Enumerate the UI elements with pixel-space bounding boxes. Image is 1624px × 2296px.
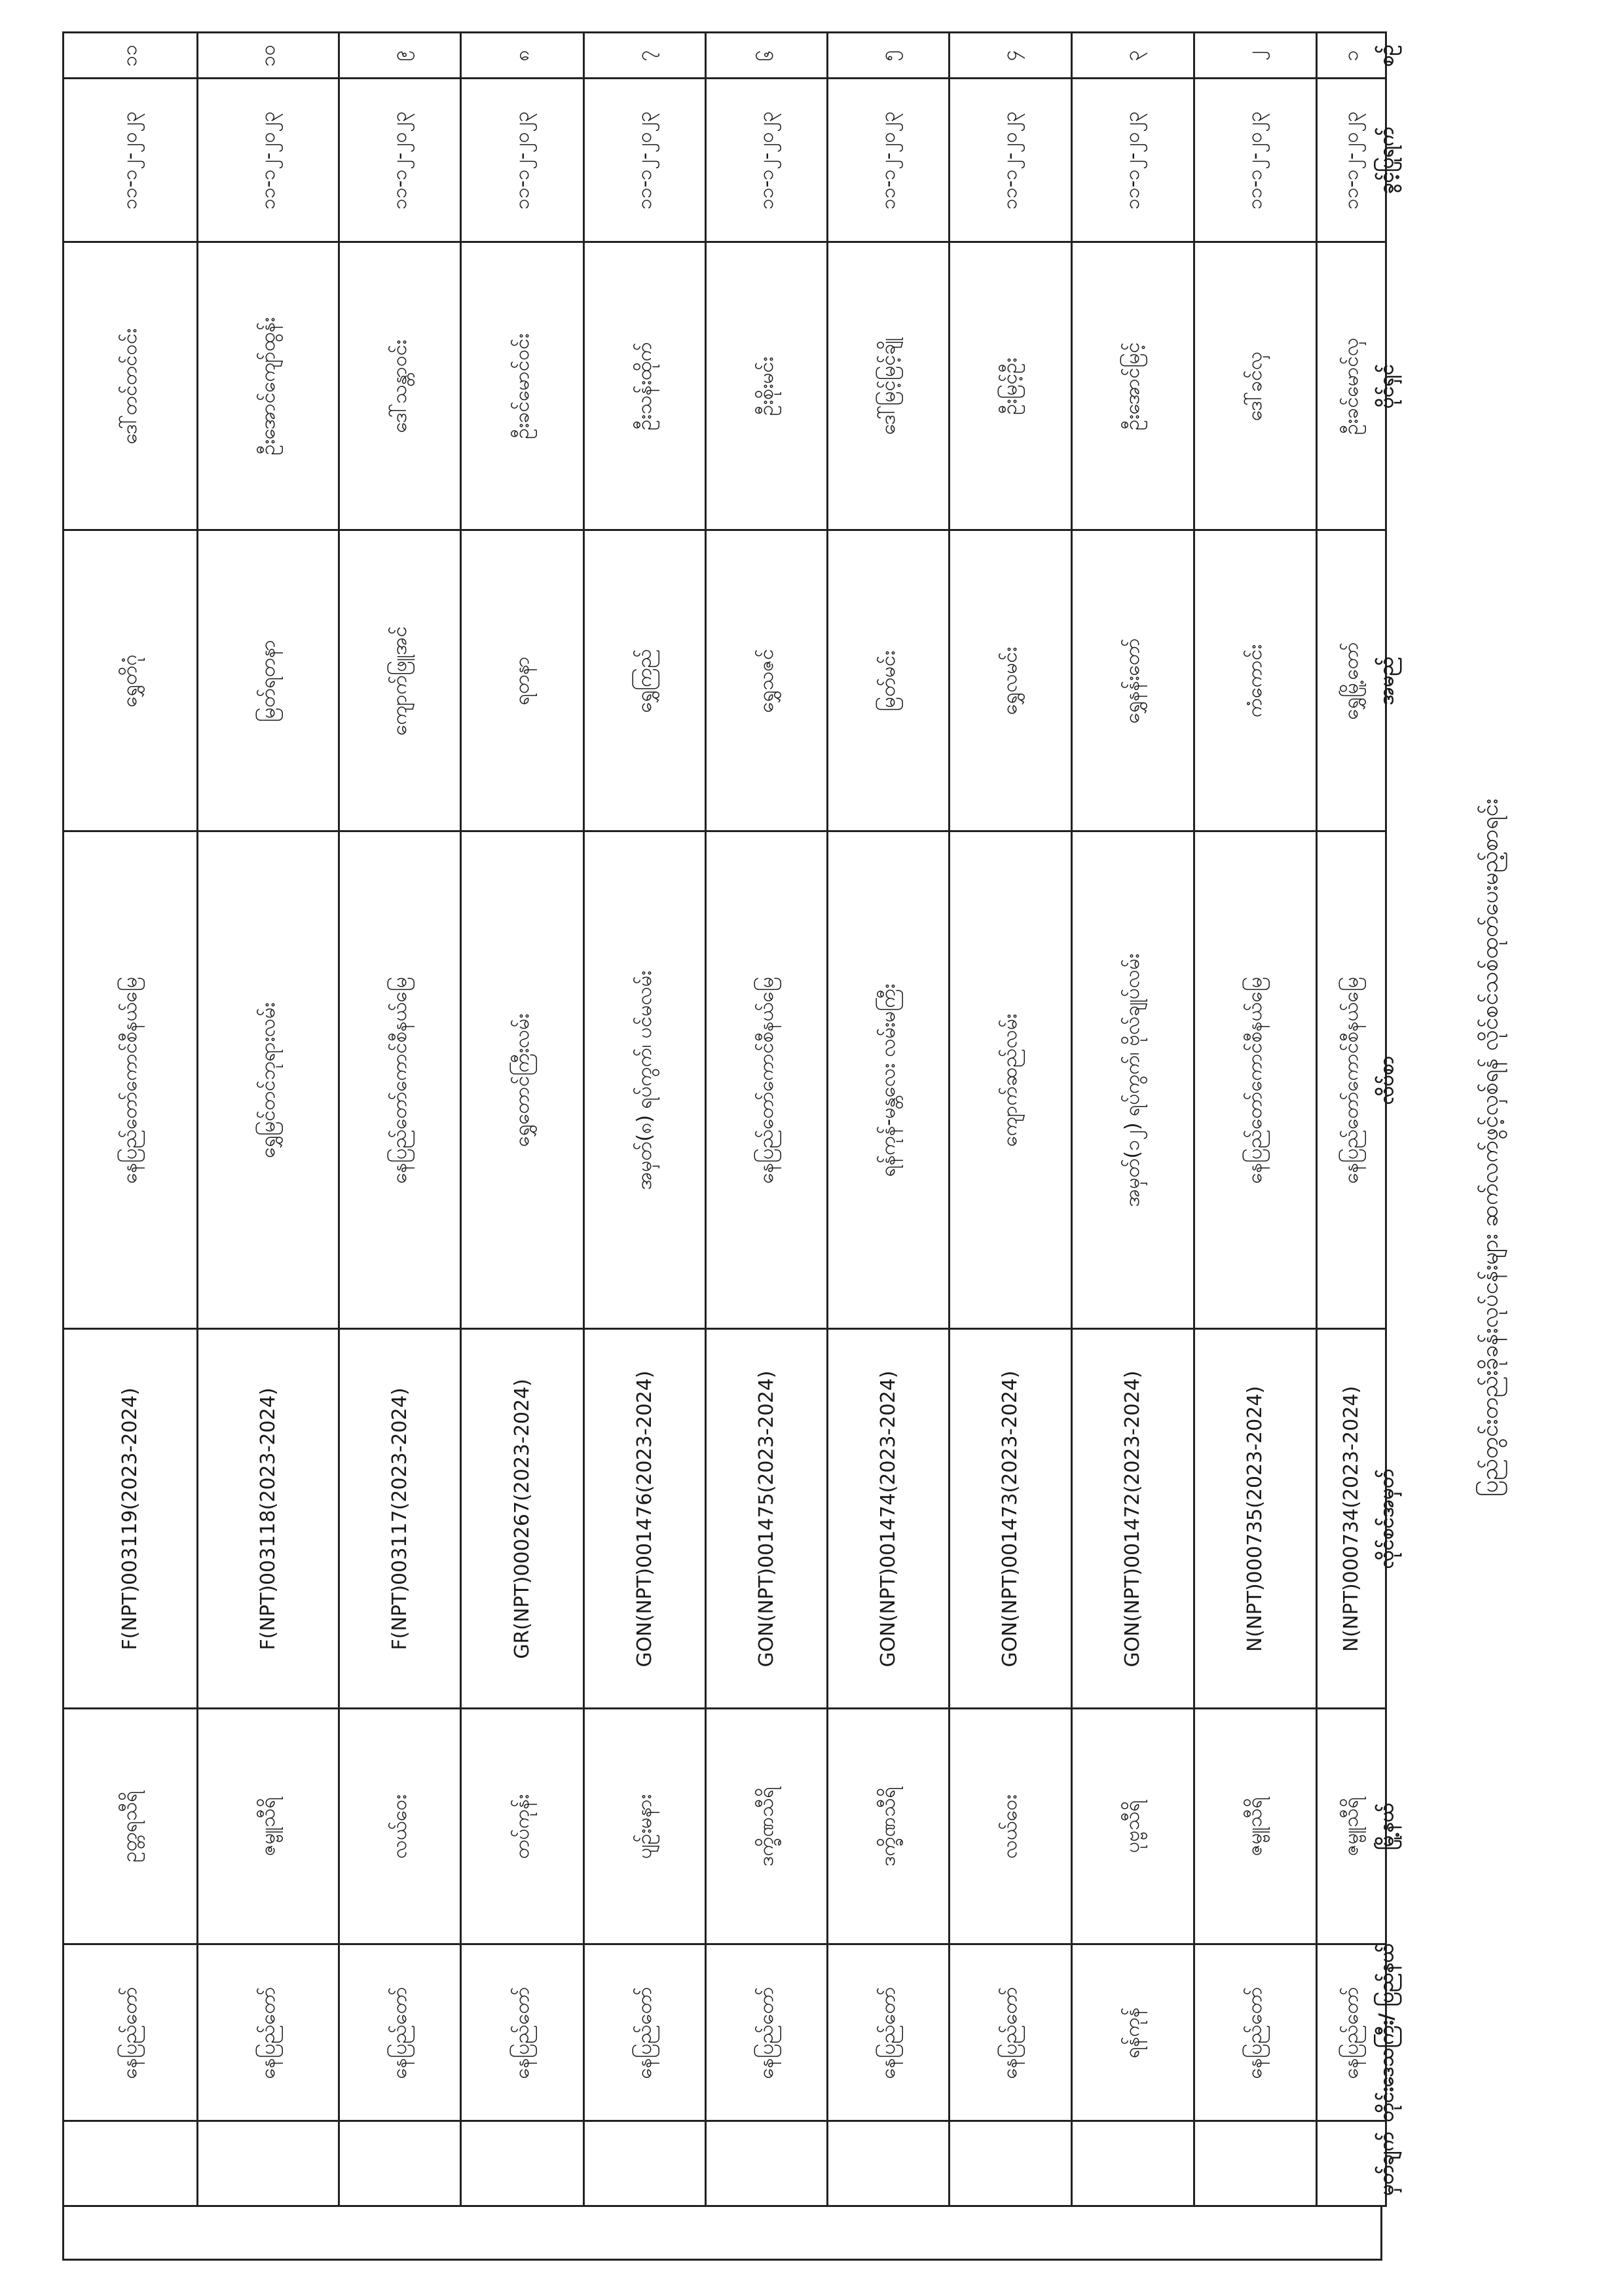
- cell-name-1: ရွှေမြို့တော်: [1317, 530, 1386, 831]
- cell-license-3: GON(NPT)001472(2023-2024): [1072, 1329, 1194, 1709]
- cell-owner-3: ဦးအောင်မြင့်: [1072, 242, 1194, 530]
- cell-region-9: နေပြည်တော်: [339, 1944, 461, 2121]
- row-name: ရွှေတိဂုံ မြတ်ရတနာ ကျောက်ဖြူအင် ရတနာ ရွှေကြည် ရွှေသဇင် မြတ်မင်း ရွှေလမင်း ရွှေနန်းတော် ကံကောင်း ရွှေမြို့တော် အမည်: [64, 530, 1386, 831]
- cell-township-10: ဇမ္ဗူသီရိ: [198, 1709, 339, 1944]
- cell-township-7: ပျဉ်းမနား: [584, 1709, 706, 1944]
- cell-township-8: တပ်ကုန်း: [461, 1709, 584, 1944]
- cell-address-1: နေပြည်တော်ကောင်စီနယ်မြေ: [1317, 831, 1386, 1329]
- cell-township-4: လယ်ဝေး: [950, 1709, 1072, 1944]
- cell-license-11: F(NPT)003119(2023-2024): [64, 1329, 198, 1709]
- cell-name-6: ရွှေသဇင်: [706, 530, 828, 831]
- cell-address-5: ရန်ကုန်-မန္တလေး လမ်းမကြီး: [828, 831, 950, 1329]
- cell-address-8: ရွှေတောင်ကြီးလမ်း: [461, 831, 584, 1329]
- cell-region-3: ရန်ကုန်: [1072, 1944, 1194, 2121]
- cell-owner-10: ဦးအောင်ကျော်ထွန်း: [198, 242, 339, 530]
- cell-license-2: N(NPT)000735(2023-2024): [1194, 1329, 1317, 1709]
- cell-name-8: ရတနာ: [461, 530, 584, 831]
- cell-date-5: ၁၁-၁၂-၂၀၂၃: [828, 79, 950, 242]
- row-no: ၁၁ ၁၀ ၉ ၈ ၇ ၆ ၅ ၄ ၃ ၂ ၁ စဉ်: [64, 33, 1386, 79]
- cell-address-10: ရွှေမြင်တင်ဘုရားလမ်း: [198, 831, 339, 1329]
- cell-no-6: ၆: [706, 33, 828, 79]
- cell-no-7: ၇: [584, 33, 706, 79]
- license-table: [62, 31, 1398, 2207]
- cell-license-6: GON(NPT)001475(2023-2024): [706, 1329, 828, 1709]
- cell-remark-11: [64, 2121, 198, 2206]
- cell-address-3: အမှတ်(၁၂) ရပ်ကွက်၊ ဗိုလ်ချုပ်လမ်း: [1072, 831, 1194, 1329]
- cell-name-7: ရွှေကြည်: [584, 530, 706, 831]
- cell-address-7: အမှတ်(၈) ရပ်ကွက်၊ ပင်မလမ်း: [584, 831, 706, 1329]
- cell-owner-2: ဒေါ်ခင်လှ: [1194, 242, 1317, 530]
- cell-no-4: ၄: [950, 33, 1072, 79]
- cell-date-2: ၁၁-၁၂-၂၀၂၃: [1194, 79, 1317, 242]
- cell-name-2: ကံကောင်း: [1194, 530, 1317, 831]
- cell-township-9: လယ်ဝေး: [339, 1709, 461, 1944]
- cell-owner-4: ဦးမြင့်ဦး: [950, 242, 1072, 530]
- table-footer-blank: [62, 2206, 1382, 2261]
- cell-township-5: ဒက္ခိဏသီရိ: [828, 1709, 950, 1944]
- cell-remark-6: [706, 2121, 828, 2206]
- cell-region-1: နေပြည်တော်: [1317, 1944, 1386, 2121]
- cell-owner-1: ဦးခင်မောင်လှ: [1317, 242, 1386, 530]
- cell-remark-8: [461, 2121, 584, 2206]
- cell-region-11: နေပြည်တော်: [64, 1944, 198, 2121]
- cell-township-11: ဥတ္တရသီရိ: [64, 1709, 198, 1944]
- cell-remark-2: [1194, 2121, 1317, 2206]
- page-title: [1452, 0, 1531, 2296]
- cell-license-7: GON(NPT)001476(2023-2024): [584, 1329, 706, 1709]
- cell-region-6: နေပြည်တော်: [706, 1944, 828, 2121]
- row-remark: မှတ်ချက်: [64, 2121, 1386, 2206]
- cell-township-1: ဇမ္ဗူသီရိ: [1317, 1709, 1386, 1944]
- cell-name-11: ရွှေတိဂုံ: [64, 530, 198, 831]
- cell-no-10: ၁၀: [198, 33, 339, 79]
- cell-remark-5: [828, 2121, 950, 2206]
- cell-date-6: ၁၁-၁၂-၂၀၂၃: [706, 79, 828, 242]
- cell-remark-10: [198, 2121, 339, 2206]
- row-license: F(NPT)003119(2023-2024) F(NPT)003118(2023-2024) F(NPT)003117(2023-2024) GR(NPT)000267(2023-2024) GON(NPT)001476(2023-2024) GON(NPT)001475(2023-2024) GON(NPT)001474(2023-2024) GON(NPT)001473(2023-2024) GON(NPT)001472(2023-2024) N(NPT)000735(2023-2024) N(NPT)000734(2023-2024) လိုင်စင်အမှတ်: [64, 1329, 1386, 1709]
- cell-no-8: ၈: [461, 33, 584, 79]
- cell-remark-3: [1072, 2121, 1194, 2206]
- cell-region-8: နေပြည်တော်: [461, 1944, 584, 2121]
- cell-name-4: ရွှေလမင်း: [950, 530, 1072, 831]
- cell-name-9: ကျောက်ဖြူအင်: [339, 530, 461, 831]
- cell-township-3: ပုဗ္ဗသီရိ: [1072, 1709, 1194, 1944]
- cell-region-7: နေပြည်တော်: [584, 1944, 706, 2121]
- cell-date-7: ၁၁-၁၂-၂၀၂၃: [584, 79, 706, 242]
- cell-owner-5: ဒေါ်မြင့်မြင့်ချို: [828, 242, 950, 530]
- cell-name-10: မြတ်ရတနာ: [198, 530, 339, 831]
- cell-name-5: မြတ်မင်း: [828, 530, 950, 831]
- cell-address-4: ကျောက်ဆည်လမ်း: [950, 831, 1072, 1329]
- cell-owner-9: ဒေါ်သန္တာဝင်း: [339, 242, 461, 530]
- cell-owner-6: ဦးစိုးမင်း: [706, 242, 828, 530]
- cell-region-5: နေပြည်တော်: [828, 1944, 950, 2121]
- row-date: ၁၁-၁၂-၂၀၂၃ ၁၁-၁၂-၂၀၂၃ ၁၁-၁၂-၂၀၂၃ ၁၁-၁၂-၂၀၂၃ ၁၁-၁၂-၂၀၂၃ ၁၁-၁၂-၂၀၂၃ ၁၁-၁၂-၂၀၂၃ ၁၁-၁၂-၂၀၂၃ ၁၁-၁၂-၂၀၂၃ ၁၁-၁၂-၂၀၂၃ ၁၁-၁၂-၂၀၂၃ ခွင့်ပြုရက်: [64, 79, 1386, 242]
- cell-license-4: GON(NPT)001473(2023-2024): [950, 1329, 1072, 1709]
- cell-license-1: N(NPT)000734(2023-2024): [1317, 1329, 1386, 1709]
- cell-region-2: နေပြည်တော်: [1194, 1944, 1317, 2121]
- cell-township-2: ဇမ္ဗူသီရိ: [1194, 1709, 1317, 1944]
- cell-owner-8: ဦးခင်မောင်ဝင်း: [461, 242, 584, 530]
- cell-no-3: ၃: [1072, 33, 1194, 79]
- cell-address-11: နေပြည်တော်ကောင်စီနယ်မြေ: [64, 831, 198, 1329]
- cell-license-10: F(NPT)003118(2023-2024): [198, 1329, 339, 1709]
- cell-no-5: ၅: [828, 33, 950, 79]
- cell-owner-7: ဦးသန်းထိုက်: [584, 242, 706, 530]
- cell-remark-9: [339, 2121, 461, 2206]
- cell-remark-4: [950, 2121, 1072, 2206]
- cell-region-4: နေပြည်တော်: [950, 1944, 1072, 2121]
- cell-no-1: ၁: [1317, 33, 1386, 79]
- cell-license-9: F(NPT)003117(2023-2024): [339, 1329, 461, 1709]
- row-township: ဥတ္တရသီရိ ဇမ္ဗူသီရိ လယ်ဝေး တပ်ကုန်း ပျဉ်းမနား ဒက္ခိဏသီရိ ဒက္ခိဏသီရိ လယ်ဝေး ပုဗ္ဗသီရိ ဇမ္ဗူသီရိ ဇမ္ဗူသီရိ မြို့နယ်: [64, 1709, 1386, 1944]
- cell-no-2: ၂: [1194, 33, 1317, 79]
- cell-address-6: နေပြည်တော်ကောင်စီနယ်မြေ: [706, 831, 828, 1329]
- cell-address-2: နေပြည်တော်ကောင်စီနယ်မြေ: [1194, 831, 1317, 1329]
- cell-date-4: ၁၁-၁၂-၂၀၂၃: [950, 79, 1072, 242]
- cell-date-9: ၁၁-၁၂-၂၀၂၃: [339, 79, 461, 242]
- cell-date-10: ၁၁-၁၂-၂၀၂၃: [198, 79, 339, 242]
- cell-owner-11: ဒေါ်တင်တင်ဝင်း: [64, 242, 198, 530]
- cell-date-8: ၁၁-၁၂-၂၀၂၃: [461, 79, 584, 242]
- cell-date-1: ၁၁-၁၂-၂၀၂၃: [1317, 79, 1386, 242]
- cell-date-3: ၁၁-၁၂-၂၀၂၃: [1072, 79, 1194, 242]
- cell-license-5: GON(NPT)001474(2023-2024): [828, 1329, 950, 1709]
- row-owner: ဒေါ်တင်တင်ဝင်း ဦးအောင်ကျော်ထွန်း ဒေါ်သန္တာဝင်း ဦးခင်မောင်ဝင်း ဦးသန်းထိုက် ဦးစိုးမင်း ဒေါ်မြင့်မြင့်ချို ဦးမြင့်ဦး ဦးအောင်မြင့် ဒေါ်ခင်လှ ဦးခင်မောင်လှ ပိုင်ရှင်: [64, 242, 1386, 530]
- row-address: နေပြည်တော်ကောင်စီနယ်မြေ ရွှေမြင်တင်ဘုရားလမ်း နေပြည်တော်ကောင်စီနယ်မြေ ရွှေတောင်ကြီးလမ်း အမှတ်(၈) ရပ်ကွက်၊ ပင်မလမ်း နေပြည်တော်ကောင်စီနယ်မြေ ရန်ကုန်-မန္တလေး လမ်းမကြီး ကျောက်ဆည်လမ်း အမှတ်(၁၂) ရပ်ကွက်၊ ဗိုလ်ချုပ်လမ်း နေပြည်တော်ကောင်စီနယ်မြေ နေပြည်တော်ကောင်စီနယ်မြေ လိပ်စာ: [64, 831, 1386, 1329]
- cell-license-8: GR(NPT)000267(2023-2024): [461, 1329, 584, 1709]
- cell-remark-7: [584, 2121, 706, 2206]
- cell-township-6: ဒက္ခိဏသီရိ: [706, 1709, 828, 1944]
- cell-no-9: ၉: [339, 33, 461, 79]
- cell-region-10: နေပြည်တော်: [198, 1944, 339, 2121]
- cell-no-11: ၁၁: [64, 33, 198, 79]
- row-region: နေပြည်တော် နေပြည်တော် နေပြည်တော် နေပြည်တော် နေပြည်တော် နေပြည်တော် နေပြည်တော် နေပြည်တော် ရန်ကုန် နေပြည်တော် နေပြည်တော် တိုင်းဒေသကြီး/ ပြည်နယ်: [64, 1944, 1386, 2121]
- cell-address-9: နေပြည်တော်ကောင်စီနယ်မြေ: [339, 831, 461, 1329]
- cell-date-11: ၁၁-၁၂-၂၀၂၃: [64, 79, 198, 242]
- page-title-text: ပြည်တွင်းတည်းခိုခန်းလုပ်ငန်းများ ဆက်လက်ဖွင့်လှစ်ရန် လိုင်စင်သစ်ထုတ်ပေးမည့်စာရင်း: [1477, 798, 1504, 1497]
- cell-name-3: ရွှေနန်းတော်: [1072, 530, 1194, 831]
